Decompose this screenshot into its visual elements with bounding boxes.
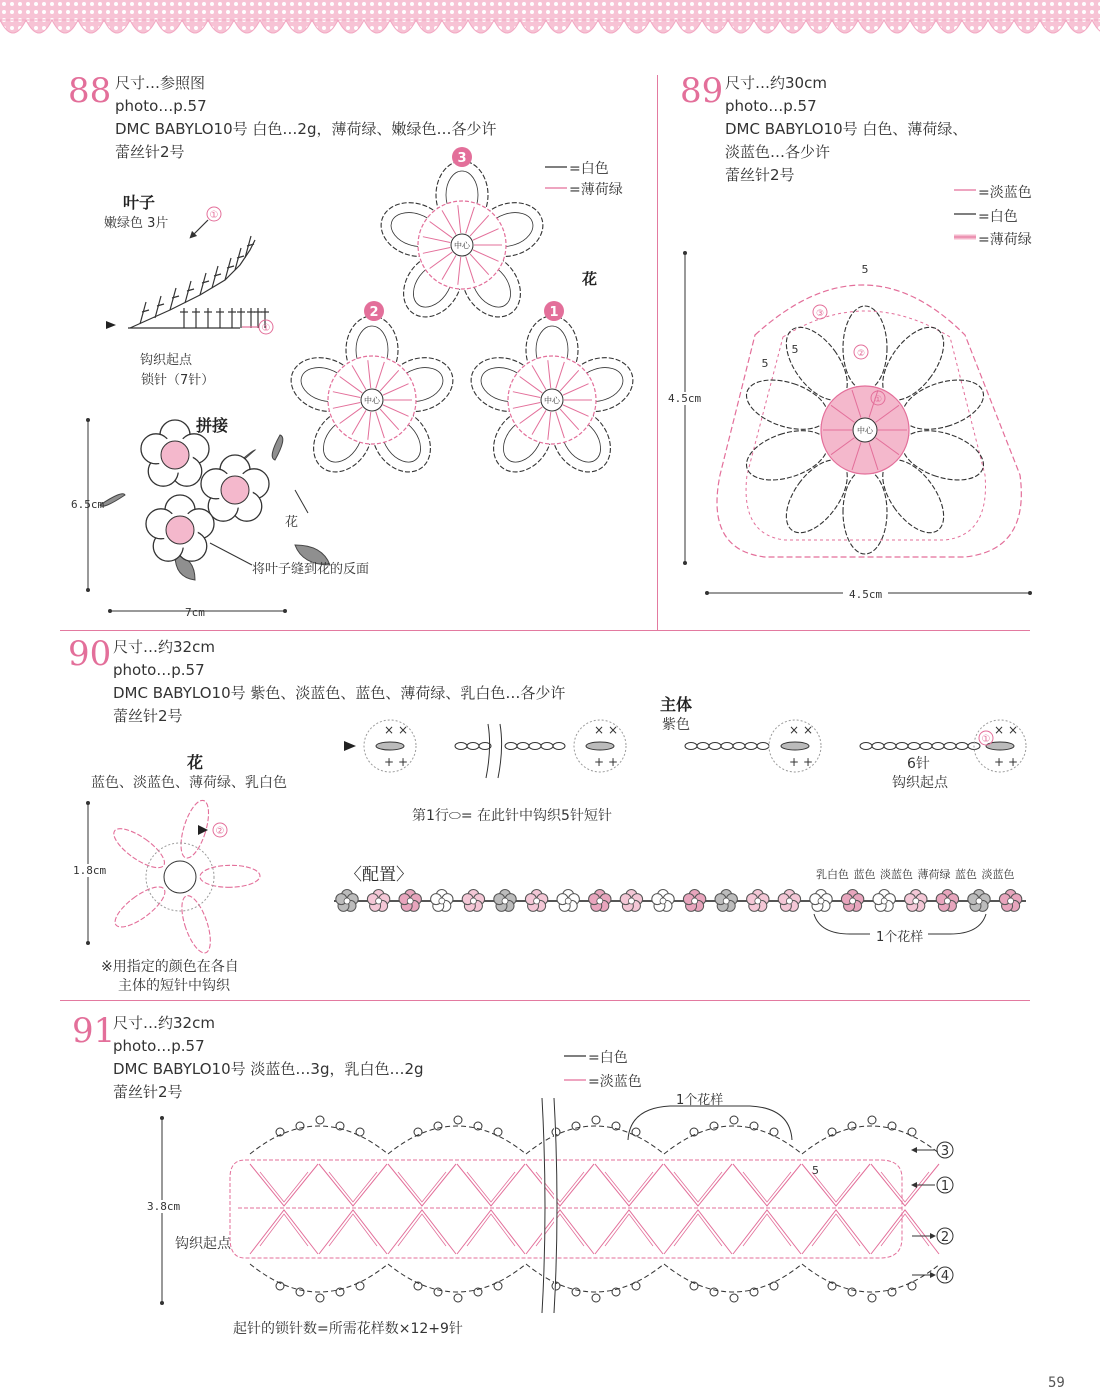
pattern-number-90: 90 [68, 634, 112, 674]
info-line: 蕾丝针2号 [725, 166, 795, 184]
svg-text:5: 5 [761, 357, 769, 370]
flower-90-colors: 蓝色、淡蓝色、薄荷绿、乳白色 [91, 775, 287, 791]
svg-text:×: × [594, 723, 605, 737]
svg-text:+: + [594, 755, 605, 769]
legend-white-label: =白色 [978, 209, 1018, 225]
height-89: 4.5cm [668, 392, 702, 405]
svg-text:1: 1 [549, 305, 559, 320]
svg-text:3: 3 [457, 151, 467, 166]
svg-text:5: 5 [861, 263, 869, 276]
svg-text:1: 1 [940, 1179, 950, 1194]
divider-90-91 [60, 1000, 1030, 1001]
pattern-91-info [113, 1012, 424, 1104]
info-line: photo…p.57 [725, 97, 817, 115]
repeat-label-91: 1个花样 [676, 1093, 724, 1108]
leaf-diagram [100, 200, 290, 350]
info-line: photo…p.57 [113, 661, 205, 679]
legend-lightblue-label: =淡蓝色 [978, 185, 1032, 201]
svg-text:5: 5 [791, 343, 799, 356]
lace-border [0, 0, 1100, 48]
svg-text:2: 2 [940, 1230, 950, 1245]
repeat-color-labels [816, 866, 1015, 882]
info-line: 淡蓝色…各少许 [725, 143, 831, 161]
svg-text:×: × [608, 723, 619, 737]
start-90: 钩织起点 [892, 775, 948, 791]
leaf-chain-label: 锁针（7针） [141, 373, 215, 388]
svg-text:2: 2 [369, 305, 379, 320]
pattern-number-88: 88 [68, 71, 112, 111]
repeat-color: 淡蓝色 [880, 868, 913, 881]
legend-91-lines [562, 1048, 588, 1088]
height-88: 6.5cm [71, 498, 105, 511]
svg-text:×: × [803, 723, 814, 737]
legend-white-label: =白色 [588, 1050, 628, 1066]
note-90-1: ※用指定的颜色在各自 [101, 959, 239, 975]
svg-text:①: ① [209, 210, 219, 221]
legend-white-label: =白色 [569, 161, 609, 177]
svg-text:5: 5 [812, 1164, 819, 1177]
row1-note: 第1行⬭= 在此针中钩织5针短针 [412, 808, 612, 824]
page-number: 59 [1048, 1375, 1065, 1391]
pattern-89-info [725, 72, 967, 187]
svg-text:①: ① [873, 395, 883, 405]
svg-text:×: × [789, 723, 800, 737]
row-markers [912, 1142, 953, 1284]
chart-91 [150, 1098, 970, 1313]
svg-text:+: + [994, 755, 1005, 769]
info-line: DMC BABYLO10号 淡蓝色…3g，乳白色…2g [113, 1060, 424, 1078]
info-line: DMC BABYLO10号 紫色、淡蓝色、蓝色、薄荷绿、乳白色…各少许 [113, 684, 566, 702]
legend-mint-label: =薄荷绿 [978, 232, 1032, 248]
legend-lightblue-label: =淡蓝色 [588, 1074, 642, 1090]
svg-text:中心: 中心 [544, 396, 560, 405]
legend-mint-label: =薄荷绿 [569, 182, 623, 198]
svg-text:+: + [384, 755, 395, 769]
svg-text:×: × [1008, 723, 1019, 737]
leaf-color: 嫩绿色 3片 [104, 216, 169, 231]
svg-text:中心: 中心 [364, 396, 380, 405]
repeat-color: 乳白色 [816, 868, 849, 881]
layout-strip [330, 882, 1030, 942]
svg-text:+: + [608, 755, 619, 769]
pattern-number-91: 91 [72, 1011, 116, 1051]
flower-90-diagram [80, 795, 280, 955]
join-title: 拼接 [196, 416, 229, 435]
svg-text:②: ② [215, 826, 225, 837]
svg-text:3: 3 [940, 1144, 950, 1159]
info-line: 尺寸…约32cm [113, 1014, 215, 1032]
leaf-start-label: 钩织起点 [140, 353, 193, 368]
info-line: DMC BABYLO10号 白色…2g，薄荷绿、嫩绿色…各少许 [115, 120, 497, 138]
flower-90-title: 花 [187, 753, 204, 772]
legend-89-lines [952, 182, 978, 244]
svg-text:+: + [803, 755, 814, 769]
main-color: 紫色 [662, 717, 690, 733]
repeat-color: 薄荷绿 [917, 868, 951, 881]
flower-chart-label: 花 [582, 270, 598, 288]
legend-88-lines [543, 160, 569, 200]
width-88: 7cm [185, 606, 205, 619]
height-91: 3.8cm [147, 1200, 181, 1213]
svg-text:②: ② [856, 349, 866, 359]
svg-text:①: ① [261, 323, 271, 334]
info-line: photo…p.57 [113, 1037, 205, 1055]
info-line: 尺寸…约32cm [113, 638, 215, 656]
repeat-color: 蓝色 [853, 868, 876, 881]
repeat-color: 蓝色 [955, 868, 977, 881]
stitch-6: 6针 [907, 756, 930, 772]
chart-89 [665, 245, 1045, 615]
svg-text:中心: 中心 [454, 241, 470, 250]
divider-88-90 [60, 630, 1030, 631]
formula-91: 起针的锁针数=所需花样数×12+9针 [233, 1321, 463, 1337]
svg-text:①: ① [981, 734, 991, 745]
svg-text:+: + [1008, 755, 1019, 769]
svg-text:4: 4 [940, 1269, 950, 1284]
svg-text:×: × [384, 723, 395, 737]
info-line: 蕾丝针2号 [113, 1083, 183, 1101]
info-line: DMC BABYLO10号 白色、薄荷绿、 [725, 120, 968, 138]
svg-text:×: × [398, 723, 409, 737]
pattern-90-info [113, 636, 565, 728]
info-line: 蕾丝针2号 [113, 707, 183, 725]
flower-label: 花 [285, 515, 299, 530]
layout-title: 〈配置〉 [345, 865, 413, 885]
info-line: photo…p.57 [115, 97, 207, 115]
width-89: 4.5cm [843, 588, 888, 601]
height-90: 1.8cm [73, 864, 107, 877]
divider-vertical [657, 75, 658, 630]
pattern-number-89: 89 [680, 71, 724, 111]
svg-text:+: + [789, 755, 800, 769]
leaf-title: 叶子 [123, 193, 156, 212]
info-line: 尺寸…参照图 [115, 74, 206, 92]
main-title: 主体 [660, 695, 693, 714]
info-line: 蕾丝针2号 [115, 143, 185, 161]
svg-text:中心: 中心 [857, 426, 873, 435]
info-line: 尺寸…约30cm [725, 74, 827, 92]
svg-text:③: ③ [815, 309, 825, 319]
svg-text:+: + [398, 755, 409, 769]
repeat-color: 淡蓝色 [981, 868, 1015, 881]
note-90-2: 主体的短针中钩织 [118, 978, 230, 994]
start-91: 钩织起点 [175, 1236, 231, 1252]
svg-text:×: × [994, 723, 1005, 737]
repeat-label-90: 1个花样 [876, 930, 924, 945]
sew-note: 将叶子缝到花的反面 [252, 562, 370, 577]
